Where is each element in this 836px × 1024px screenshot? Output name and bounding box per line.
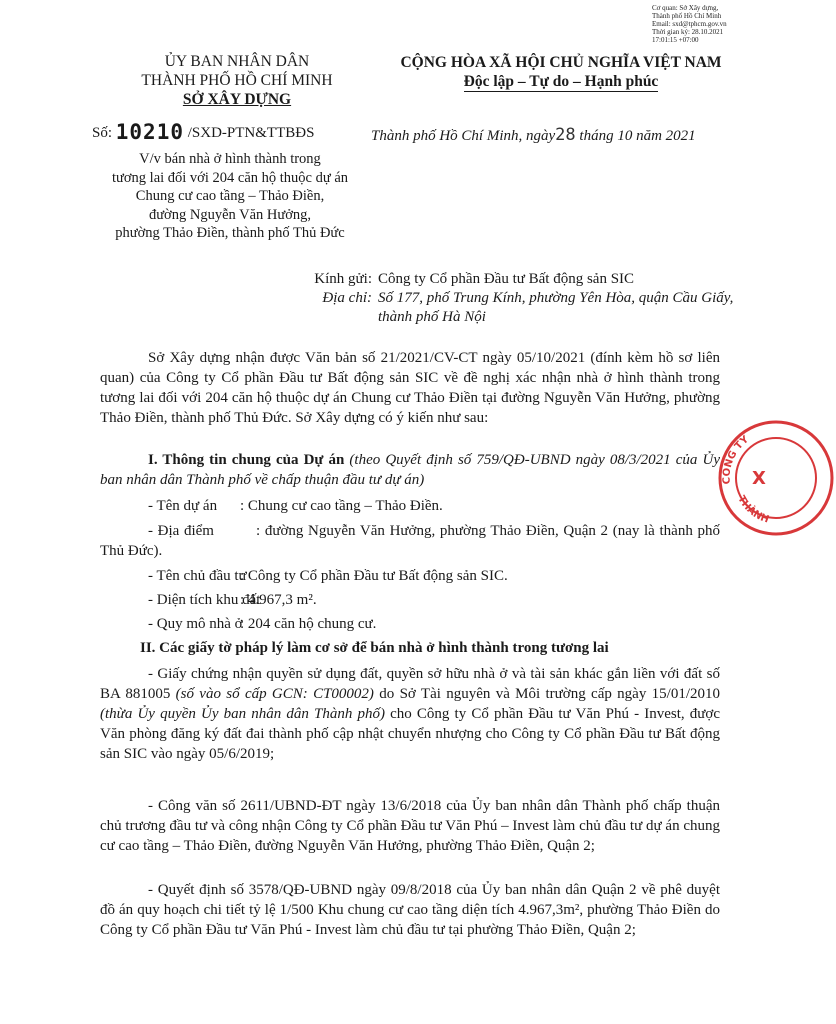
project-field-location <box>100 521 720 561</box>
address-label: Địa chỉ: <box>322 290 372 306</box>
issuing-agency-header <box>92 52 382 109</box>
legal-doc-text: - Quyết định số 3578/QĐ-UBND ngày 09/8/2018 của Ủy ban nhân dân Quận 2 về phê duyệt đồ án quy hoạch chi tiết tỷ lệ 1/500 Khu chung cư cao tầng diện tích 4.967,3m², phường Thảo Điền do Công ty Cổ phần Đầu tư Văn Phú - Invest làm chủ đầu tư tại phường Thảo Điền, Quận 2; <box>100 882 720 938</box>
agency-line: THÀNH PHỐ HỒ CHÍ MINH <box>141 72 333 89</box>
field-value: : Chung cư cao tầng – Thảo Điền. <box>240 498 443 514</box>
legal-doc-text: - Giấy chứng nhận quyền sử dụng đất, quyền sở hữu nhà ở và tài sản khác gắn liền với đất số BA 881005 <box>100 666 720 702</box>
doc-number-suffix: /SXD-PTN&TTBĐS <box>183 125 315 141</box>
field-value: : 204 căn hộ chung cư. <box>240 616 377 632</box>
section-2 <box>100 638 720 658</box>
field-value: : đường Nguyễn Văn Hưởng, phường Thảo Điền, Quận 2 (nay là thành phố Thủ Đức). <box>100 523 720 559</box>
document-date <box>371 125 696 145</box>
legal-doc-text: do Sở Tài nguyên và Môi trường cấp ngày 15/01/2010 <box>373 686 720 702</box>
seal-center-mark: X <box>752 468 766 489</box>
company-seal <box>716 418 836 538</box>
sig-line: Thời gian ký: 28.10.2021 <box>652 28 724 36</box>
agency-line: ỦY BAN NHÂN DÂN <box>164 53 310 70</box>
section-1 <box>100 450 720 490</box>
section-2-title: II. Các giấy tờ pháp lý làm cơ sở để bán nhà ở hình thành trong tương lai <box>140 640 609 656</box>
legal-doc-text: - Công văn số 2611/UBND-ĐT ngày 13/6/2018 của Ủy ban nhân dân Thành phố chấp thuận chủ trương đầu tư và công nhận Công ty Cổ phần Đầu tư Văn Phú – Invest làm chủ đầu tư dự án chung cư cao tầng – Thảo Điền, đường Nguyễn Văn Hưởng, phường Thảo Điền, Quận 2; <box>100 798 720 854</box>
seal-text-bottom: THÀNH <box>735 494 771 526</box>
section-1-note: (theo Quyết định số 759/QĐ-UBND ngày 08/3/2021 của Ủy ban nhân dân Thành phố về chấp thuận đầu tư dự án) <box>100 452 720 488</box>
field-key: - Tên dự án <box>148 498 218 514</box>
seal-text-top: CÔNG TY <box>721 434 752 485</box>
field-key: - Quy mô nhà ở <box>148 616 243 632</box>
agency-name: SỞ XÂY DỰNG <box>182 91 292 108</box>
section-1-title: I. Thông tin chung của Dự án <box>148 452 345 468</box>
date-suffix: tháng 10 năm 2021 <box>575 128 696 144</box>
project-field-investor <box>100 566 720 586</box>
digital-signature-info <box>652 4 727 44</box>
subject-line: đường Nguyễn Văn Hưởng, <box>148 206 312 223</box>
national-header <box>376 53 746 92</box>
field-key: - Diện tích khu đất <box>148 592 261 608</box>
date-day: 28 <box>555 125 576 145</box>
subject-line: Chung cư cao tầng – Thảo Điền, <box>135 188 325 204</box>
project-field-scale <box>100 614 720 634</box>
project-field-area <box>100 590 720 610</box>
intro-paragraph <box>100 348 720 428</box>
sig-line: Cơ quan: Sở Xây dựng, <box>652 4 719 12</box>
field-key: - Địa điểm <box>148 523 214 539</box>
sig-line: Email: sxd@tphcm.gov.vn <box>652 20 727 28</box>
sig-line: 17:01:15 +07:00 <box>652 36 699 44</box>
recipient-block <box>292 270 758 327</box>
legal-doc-note: (thừa Ủy quyền Ủy ban nhân dân Thành phố) <box>100 706 385 722</box>
doc-number-value: 10210 <box>115 120 184 144</box>
subject-line: V/v bán nhà ở hình thành trong <box>139 151 321 167</box>
field-key: - Tên chủ đầu tư <box>148 568 247 584</box>
recipient-name: Công ty Cổ phần Đầu tư Bất động sản SIC <box>378 271 635 287</box>
national-motto: Độc lập – Tự do – Hạnh phúc <box>463 73 659 90</box>
legal-doc-text: cho Công ty Cổ phần Đầu tư Văn Phú - Invest, được Văn phòng đăng ký đất đai thành phố cập nhật chuyển nhượng cho Công ty Cổ phần Đầu tư Bất động sản SIC vào ngày 05/6/2019; <box>100 706 720 762</box>
document-number <box>92 120 314 144</box>
subject-line: phường Thảo Điền, thành phố Thủ Đức <box>115 225 345 241</box>
field-value: : 4.967,3 m². <box>240 592 317 608</box>
intro-text: Sở Xây dựng nhận được Văn bản số 21/2021/CV-CT ngày 05/10/2021 (đính kèm hồ sơ liên quan) của Công ty Cổ phần Đầu tư Bất động sản SIC về đề nghị xác nhận nhà ở hình thành trong tương lai đối với 204 căn hộ thuộc dự án Chung cư Thảo Điền tại đường Nguyễn Văn Hưởng, phường Thảo Điền, thành phố Thủ Đức. Sở Xây dựng có ý kiến như sau: <box>100 350 720 426</box>
date-prefix: Thành phố Hồ Chí Minh, ngày <box>371 128 556 144</box>
field-value: : Công ty Cổ phần Đầu tư Bất động sản SIC. <box>240 568 508 584</box>
legal-doc-2 <box>100 796 720 856</box>
legal-doc-3 <box>100 880 720 940</box>
subject-line: tương lai đối với 204 căn hộ thuộc dự án <box>111 169 349 186</box>
national-title: CỘNG HÒA XÃ HỘI CHỦ NGHĨA VIỆT NAM <box>400 54 722 71</box>
recipient-address: Số 177, phố Trung Kính, phường Yên Hòa, quận Cầu Giấy, thành phố Hà Nội <box>378 290 734 325</box>
legal-doc-1 <box>100 664 720 764</box>
project-field-name <box>100 496 720 516</box>
document-subject <box>80 150 380 243</box>
sig-line: Thành phố Hồ Chí Minh <box>652 12 722 20</box>
doc-number-prefix: Số: <box>92 125 116 141</box>
legal-doc-note: (số vào sổ cấp GCN: CT00002) <box>175 686 374 702</box>
recipient-label: Kính gửi: <box>314 271 372 287</box>
